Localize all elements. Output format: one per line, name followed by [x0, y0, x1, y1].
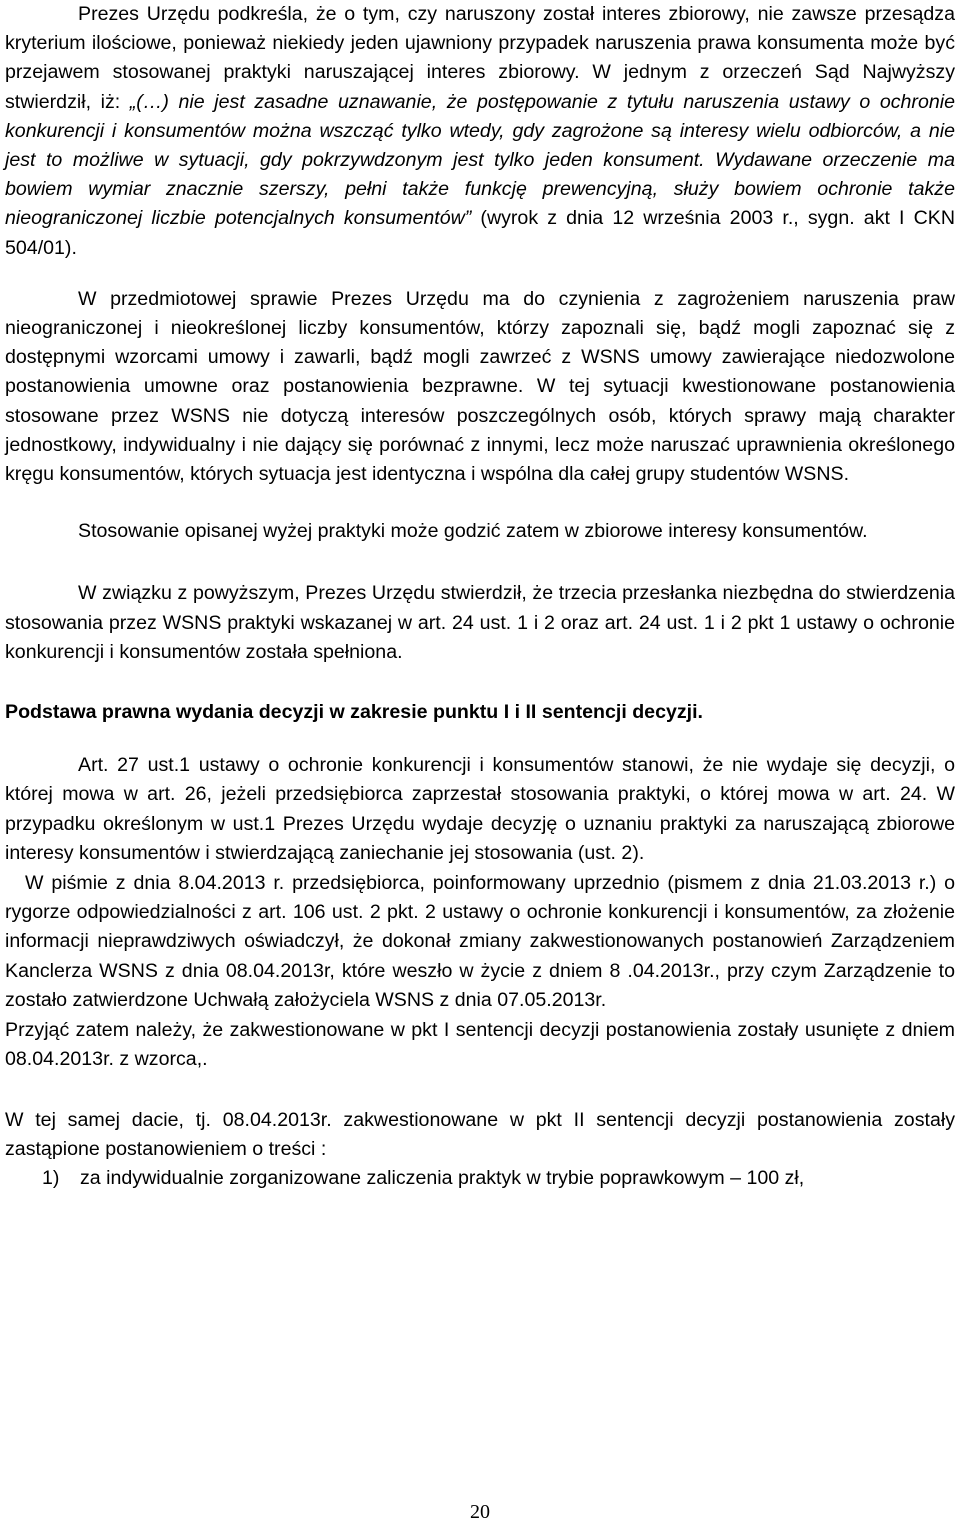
paragraph-letter-info: W piśmie z dnia 8.04.2013 r. przedsiębiorca, poinformowany uprzednio (pismem z dnia 21.03.2013 r.) o rygorze odpowiedzialności z art. 106 ust. 2 pkt. 2 ustawy o ochronie konkurencji i konsumentów, za złożenie informacji nieprawdziwych oświadczył, że dokonał zmiany zakwestionowanych postanowień Zarządzeniem Kanclerza WSNS z dnia 08.04.2013r, które weszło w życie z dniem 8 .04.2013r., przy czym Zarządzenie to zostało zatwierdzone Uchwałą założyciela WSNS z dnia 07.05.2013r.: [5, 872, 955, 1011]
paragraph-present-case: W przedmiotowej sprawie Prezes Urzędu ma do czynienia z zagrożeniem naruszenia praw nieograniczonej i nieokreślonej liczby konsumentów, którzy zapoznali się, bądź mogli zapoznać się z dostępnymi wzorcami umowy i zawarli, bądź mogli zawrzeć z WSNS umowy zawierające niedozwolone postanowienia umowne oraz postanowienia bezprawne. W tej sytuacji kwestionowane postanowienia stosowane przez WSNS nie dotyczą interesów poszczególnych osób, których sprawy mają charakter jednostkowy, indywidualny i nie dający się porównać z innymi, lecz może naruszać uprawnienia określonego kręgu konsumentów, których sytuacja jest identyczna i wspólna dla całej grupy studentów WSNS.: [5, 287, 955, 486]
paragraph-replaced-provisions: W tej samej dacie, tj. 08.04.2013r. zakwestionowane w pkt II sentencji decyzji postanowienia zostały zastąpione postanowieniem o treści :: [5, 1108, 955, 1160]
paragraph-supreme-court-citation: [5, 0, 955, 263]
paragraph-removed-provisions: Przyjąć zatem należy, że zakwestionowane w pkt I sentencji decyzji postanowienia zostały usunięte z dniem 08.04.2013r. z wzorca,.: [5, 1019, 955, 1071]
judgment-reference: (wyrok z dnia 12 września 2003 r., sygn. akt I CKN 504/01).: [5, 207, 955, 259]
document-page: [5, 0, 955, 1193]
list-item-text: za indywidualnie zorganizowane zaliczenia praktyk w trybie poprawkowym – 100 zł,: [80, 1166, 805, 1189]
list-item-number: 1): [42, 1166, 60, 1189]
paragraph-collective-interest: Stosowanie opisanej wyżej praktyki może godzić zatem w zbiorowe interesy konsumentów.: [78, 520, 868, 543]
section-heading: Podstawa prawna wydania decyzji w zakresie punktu I i II sentencji decyzji.: [5, 701, 703, 724]
paragraph-intro-text: Prezes Urzędu podkreśla, że o tym, czy naruszony został interes zbiorowy, nie zawsze przesądza kryterium ilościowe, ponieważ niekiedy jeden ujawniony przypadek naruszenia prawa konsumenta może być przejawem stosowanej praktyki naruszającej interes zbiorowy. W jednym z orzeczeń Sąd Najwyższy stwierdził, iż:: [5, 3, 955, 113]
list-item: [5, 1164, 955, 1193]
page-number: 20: [470, 1501, 490, 1523]
paragraph-art-27: Art. 27 ust.1 ustawy o ochronie konkurencji i konsumentów stanowi, że nie wydaje się decyzji, o której mowa w art. 26, jeżeli przedsiębiorca zaprzestał stosowania praktyki, o której mowa w art. 24. W przypadku określonym w ust.1 Prezes Urzędu wydaje decyzję o uznaniu praktyki za naruszającą zbiorowe interesy konsumentów i stwierdzającą zaniechanie jej stosowania (ust. 2).: [5, 754, 955, 864]
court-quote: „(…) nie jest zasadne uznawanie, że postępowanie z tytułu naruszenia ustawy o ochronie konkurencji i konsumentów można wszcząć tylko wtedy, gdy zagrożone są interesy wielu odbiorców, a nie jest to możliwe w sytuacji, gdy pokrzywdzonym jest tylko jeden konsument. Wydawane orzeczenie ma bowiem wymiar znacznie szerszy, pełni także funkcję prewencyjną, służy bowiem ochronie także nieograniczonej liczbie potencjalnych konsumentów”: [5, 90, 955, 230]
paragraph-conclusion: W związku z powyższym, Prezes Urzędu stwierdził, że trzecia przesłanka niezbędna do stwierdzenia stosowania przez WSNS praktyki wskazanej w art. 24 ust. 1 i 2 oraz art. 24 ust. 1 i 2 pkt 1 ustawy o ochronie konkurencji i konsumentów została spełniona.: [5, 582, 955, 663]
